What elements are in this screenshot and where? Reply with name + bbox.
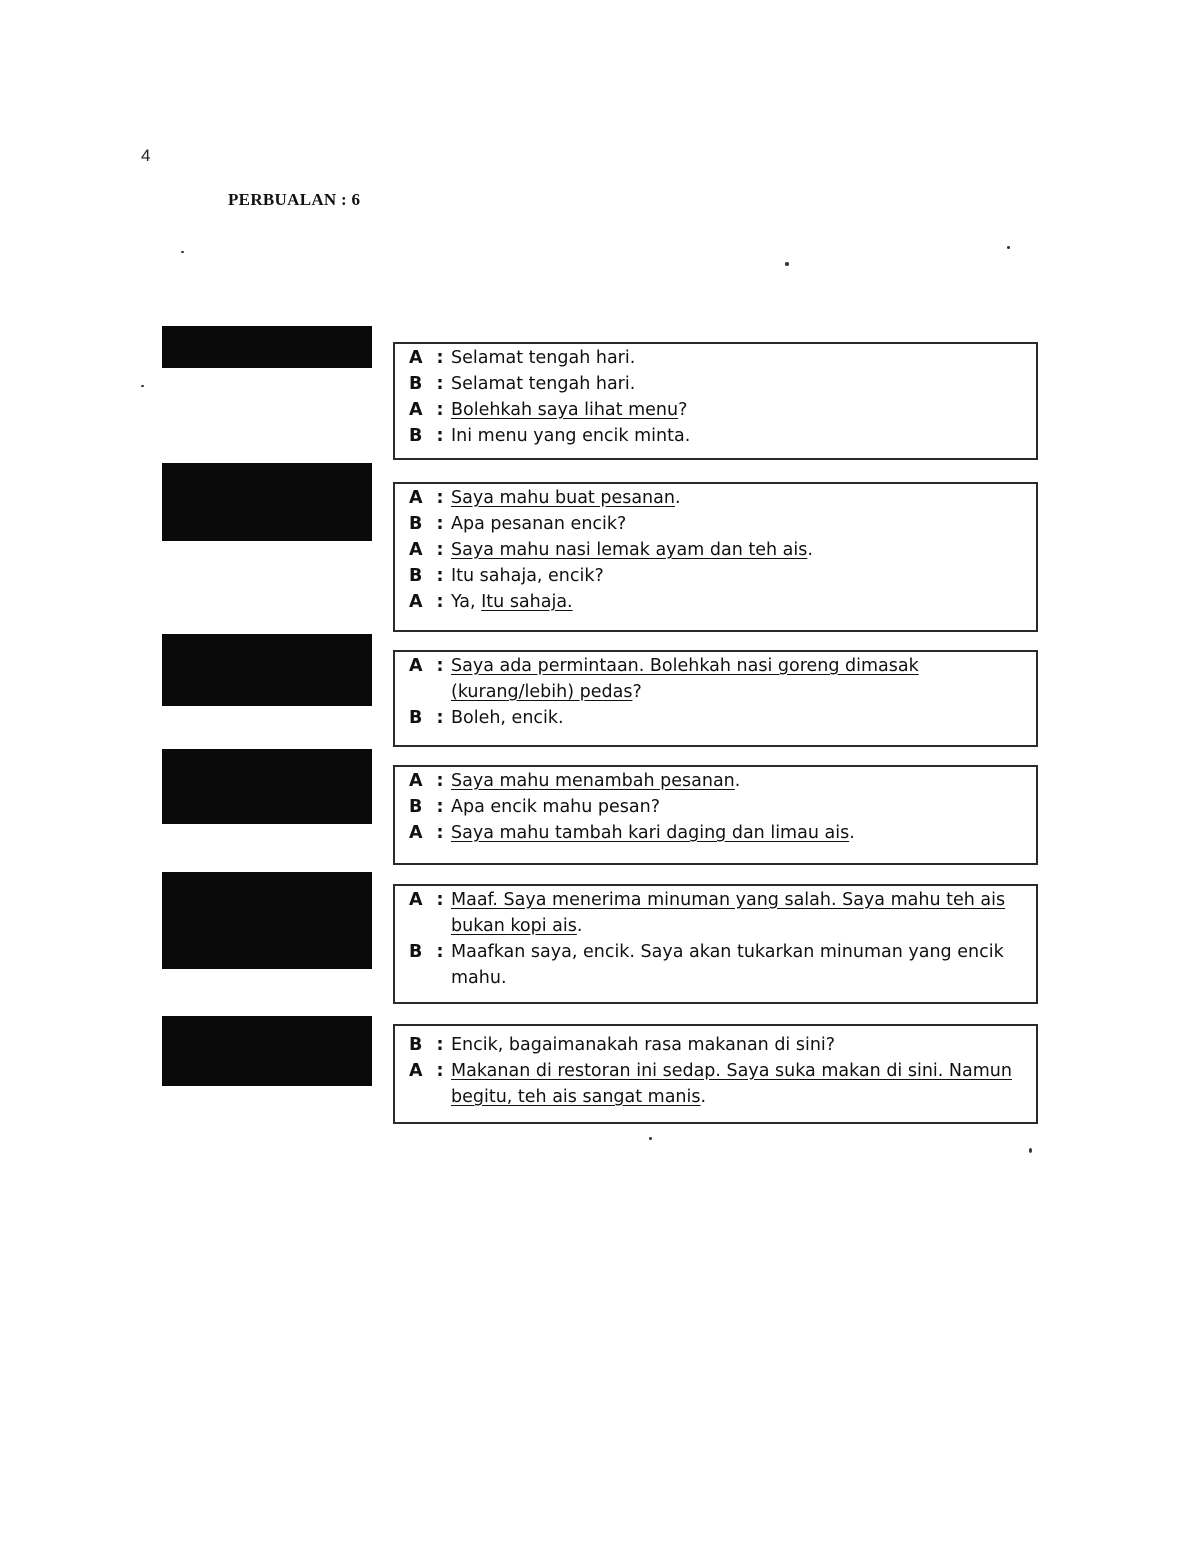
colon: : xyxy=(436,823,444,843)
colon: : xyxy=(436,771,444,791)
colon: : xyxy=(436,656,444,676)
dialog-line xyxy=(409,653,1026,705)
dialog-text: Apa pesanan encik? xyxy=(451,514,627,534)
underlined-answer: Saya mahu tambah kari daging dan limau ais xyxy=(451,823,850,843)
underlined-answer: Saya mahu menambah pesanan xyxy=(451,771,735,791)
dialog-text: Selamat tengah hari. xyxy=(451,348,636,368)
underlined-answer: Saya mahu nasi lemak ayam dan teh ais xyxy=(451,540,808,560)
dialog-text-container xyxy=(451,1058,1026,1110)
dialog-text-container xyxy=(451,537,1026,563)
colon: : xyxy=(436,488,444,508)
punctuation: . xyxy=(807,540,813,560)
punctuation: . xyxy=(674,488,681,508)
redacted-label-block xyxy=(162,872,372,969)
dialog-text-container xyxy=(451,820,1026,846)
punctuation: . xyxy=(734,771,741,791)
speaker-label: B xyxy=(409,797,423,817)
speaker-label: A xyxy=(409,540,423,560)
dialog-text: Ini menu yang encik minta. xyxy=(451,426,691,446)
speaker-label: A xyxy=(409,1061,423,1081)
dialog-line xyxy=(409,563,1026,589)
dialog-line xyxy=(409,485,1026,511)
redacted-label-block xyxy=(162,749,372,824)
redacted-label-block xyxy=(162,463,372,541)
dialog-line xyxy=(409,1032,1026,1058)
colon: : xyxy=(436,426,444,446)
speaker-label: B xyxy=(409,566,423,586)
dialog-text: Encik, bagaimanakah rasa makanan di sini? xyxy=(451,1035,836,1055)
dialog-text: Boleh, encik. xyxy=(451,708,564,728)
speaker-label: A xyxy=(409,890,423,910)
underlined-answer: Makanan di restoran ini sedap. Saya suka makan di sini. Namun begitu, teh ais sangat manis xyxy=(451,1061,1012,1107)
speaker-label: A xyxy=(409,592,423,612)
dialog-line xyxy=(409,397,1026,423)
colon: : xyxy=(436,592,444,612)
punctuation: ? xyxy=(632,682,642,702)
dialog-text: Itu sahaja, encik? xyxy=(451,566,604,586)
speaker-label: B xyxy=(409,426,423,446)
punctuation: ? xyxy=(678,400,688,420)
dialog-text: Maafkan saya, encik. Saya akan tukarkan minuman yang encik mahu. xyxy=(451,942,1004,988)
dialog-box xyxy=(393,884,1038,1004)
dialog-line xyxy=(409,589,1026,615)
dialog-box xyxy=(393,765,1038,865)
dialog-box xyxy=(393,482,1038,632)
dialog-line xyxy=(409,939,1026,991)
speaker-label: A xyxy=(409,400,423,420)
underlined-answer: Saya mahu buat pesanan xyxy=(451,488,675,508)
colon: : xyxy=(436,348,444,368)
dialog-box xyxy=(393,342,1038,460)
dialog-line xyxy=(409,794,1026,820)
dialog-text-container xyxy=(451,653,1026,705)
dialog-text-container xyxy=(451,887,1026,939)
dialog-line xyxy=(409,1058,1026,1110)
scan-speck xyxy=(181,251,184,253)
dialog-text-container xyxy=(451,589,1026,615)
punctuation: . xyxy=(849,823,855,843)
dialog-line xyxy=(409,371,1026,397)
dialog-line xyxy=(409,511,1026,537)
underlined-answer: Saya ada permintaan. Bolehkah nasi goreng dimasak (kurang/lebih) pedas xyxy=(451,656,919,702)
punctuation: . xyxy=(576,916,583,936)
dialog-line xyxy=(409,887,1026,939)
scan-speck xyxy=(1007,246,1010,249)
page-number: 4 xyxy=(141,146,151,165)
dialog-prefix: Ya, xyxy=(451,592,482,612)
colon: : xyxy=(436,1035,444,1055)
dialog-box xyxy=(393,1024,1038,1124)
colon: : xyxy=(436,540,444,560)
redacted-label-block xyxy=(162,634,372,706)
colon: : xyxy=(436,797,444,817)
speaker-label: A xyxy=(409,488,423,508)
dialog-line xyxy=(409,345,1026,371)
dialog-line xyxy=(409,537,1026,563)
colon: : xyxy=(436,1061,444,1081)
colon: : xyxy=(436,514,444,534)
dialog-line xyxy=(409,820,1026,846)
speaker-label: A xyxy=(409,656,423,676)
speaker-label: B xyxy=(409,374,423,394)
underlined-answer: Maaf. Saya menerima minuman yang salah. Saya mahu teh ais bukan kopi ais xyxy=(451,890,1006,936)
speaker-label: A xyxy=(409,348,423,368)
colon: : xyxy=(436,374,444,394)
dialog-line xyxy=(409,705,1026,731)
speaker-label: B xyxy=(409,514,423,534)
colon: : xyxy=(436,942,444,962)
speaker-label: A xyxy=(409,823,423,843)
scan-speck xyxy=(141,385,144,387)
scan-speck xyxy=(649,1137,652,1140)
page-title: PERBUALAN : 6 xyxy=(228,190,361,209)
scan-speck xyxy=(1029,1148,1032,1153)
speaker-label: B xyxy=(409,942,423,962)
redacted-label-block xyxy=(162,1016,372,1086)
punctuation: . xyxy=(700,1087,707,1107)
redacted-label-block xyxy=(162,326,372,368)
speaker-label: B xyxy=(409,708,423,728)
dialog-line xyxy=(409,423,1026,449)
speaker-label: B xyxy=(409,1035,423,1055)
dialog-text: Apa encik mahu pesan? xyxy=(451,797,661,817)
speaker-label: A xyxy=(409,771,423,791)
underlined-answer: Itu sahaja. xyxy=(481,592,573,612)
scan-speck xyxy=(785,262,789,266)
colon: : xyxy=(436,708,444,728)
dialog-text-container xyxy=(451,768,1026,794)
dialog-text-container xyxy=(451,397,1026,423)
colon: : xyxy=(436,566,444,586)
dialog-text: Selamat tengah hari. xyxy=(451,374,636,394)
colon: : xyxy=(436,890,444,910)
dialog-box xyxy=(393,650,1038,747)
dialog-text-container xyxy=(451,485,1026,511)
dialog-line xyxy=(409,768,1026,794)
colon: : xyxy=(436,400,444,420)
underlined-answer: Bolehkah saya lihat menu xyxy=(451,400,679,420)
